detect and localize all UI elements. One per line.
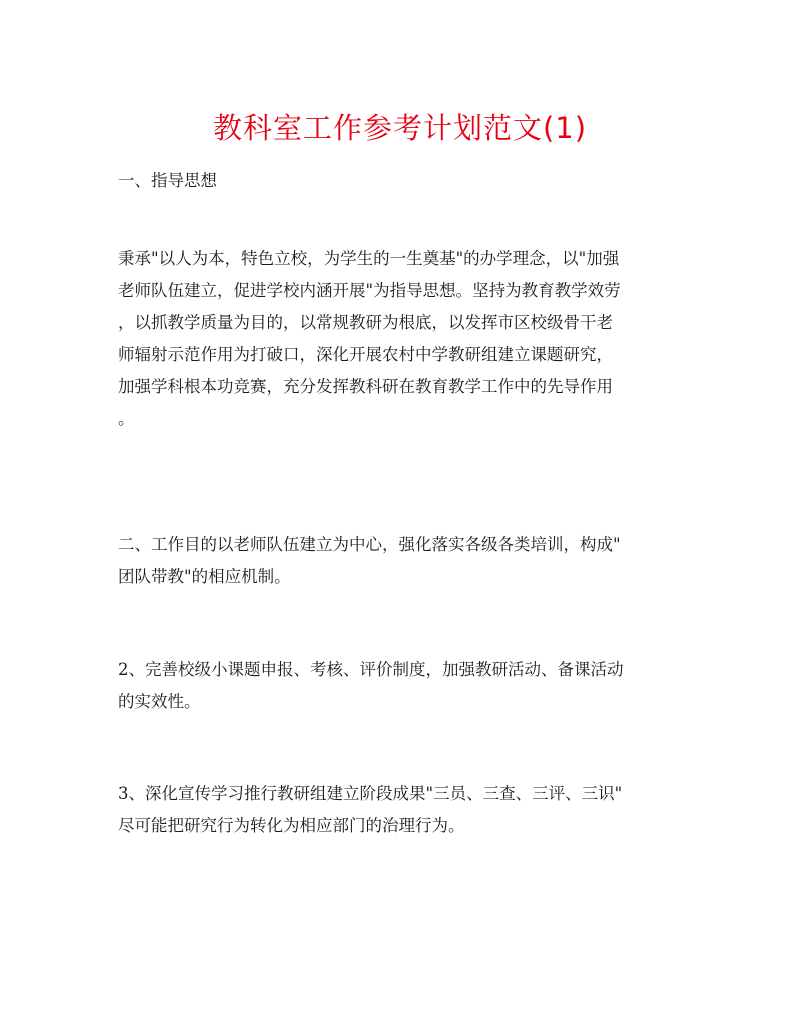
paragraph-line: 二、工作目的以老师队伍建立为中心，强化落实各级各类培训，构成" (118, 535, 621, 554)
paragraph-line: 秉承"以人为本，特色立校，为学生的一生奠基"的办学理念，以"加强 (118, 249, 620, 268)
paragraph-guiding-ideology (118, 243, 688, 435)
paragraph-line: 加强学科根本功竞赛，充分发挥教科研在教育教学工作中的先导作用 (118, 377, 613, 396)
paragraph-line: 团队带教"的相应机制。 (118, 567, 291, 586)
paragraph-line: 尽可能把研究行为转化为相应部门的治理行为。 (118, 816, 465, 835)
paragraph-work-goals (118, 529, 688, 593)
paragraph-line: 2、完善校级小课题申报、考核、评价制度，加强教研活动、备课活动 (118, 660, 624, 679)
paragraph-line: 3、深化宣传学习推行教研组建立阶段成果"三员、三查、三评、三识" (118, 784, 623, 803)
paragraph-item-3 (118, 778, 688, 842)
paragraph-line: 的实效性。 (118, 692, 201, 711)
section-heading-guiding-ideology (118, 165, 688, 197)
paragraph-line: 老师队伍建立，促进学校内涵开展"为指导思想。坚持为教育教学效劳 (118, 281, 621, 300)
paragraph-line: 师辐射示范作用为打破口，深化开展农村中学教研组建立课题研究， (118, 345, 613, 364)
section-heading-text: 一、指导思想 (118, 171, 217, 190)
paragraph-line: ，以抓教学质量为目的，以常规教研为根底，以发挥市区校级骨干老 (118, 313, 613, 332)
document-title: 教科室工作参考计划范文(1) (212, 111, 588, 145)
paragraph-line: 。 (118, 409, 135, 428)
paragraph-item-2 (118, 654, 688, 718)
